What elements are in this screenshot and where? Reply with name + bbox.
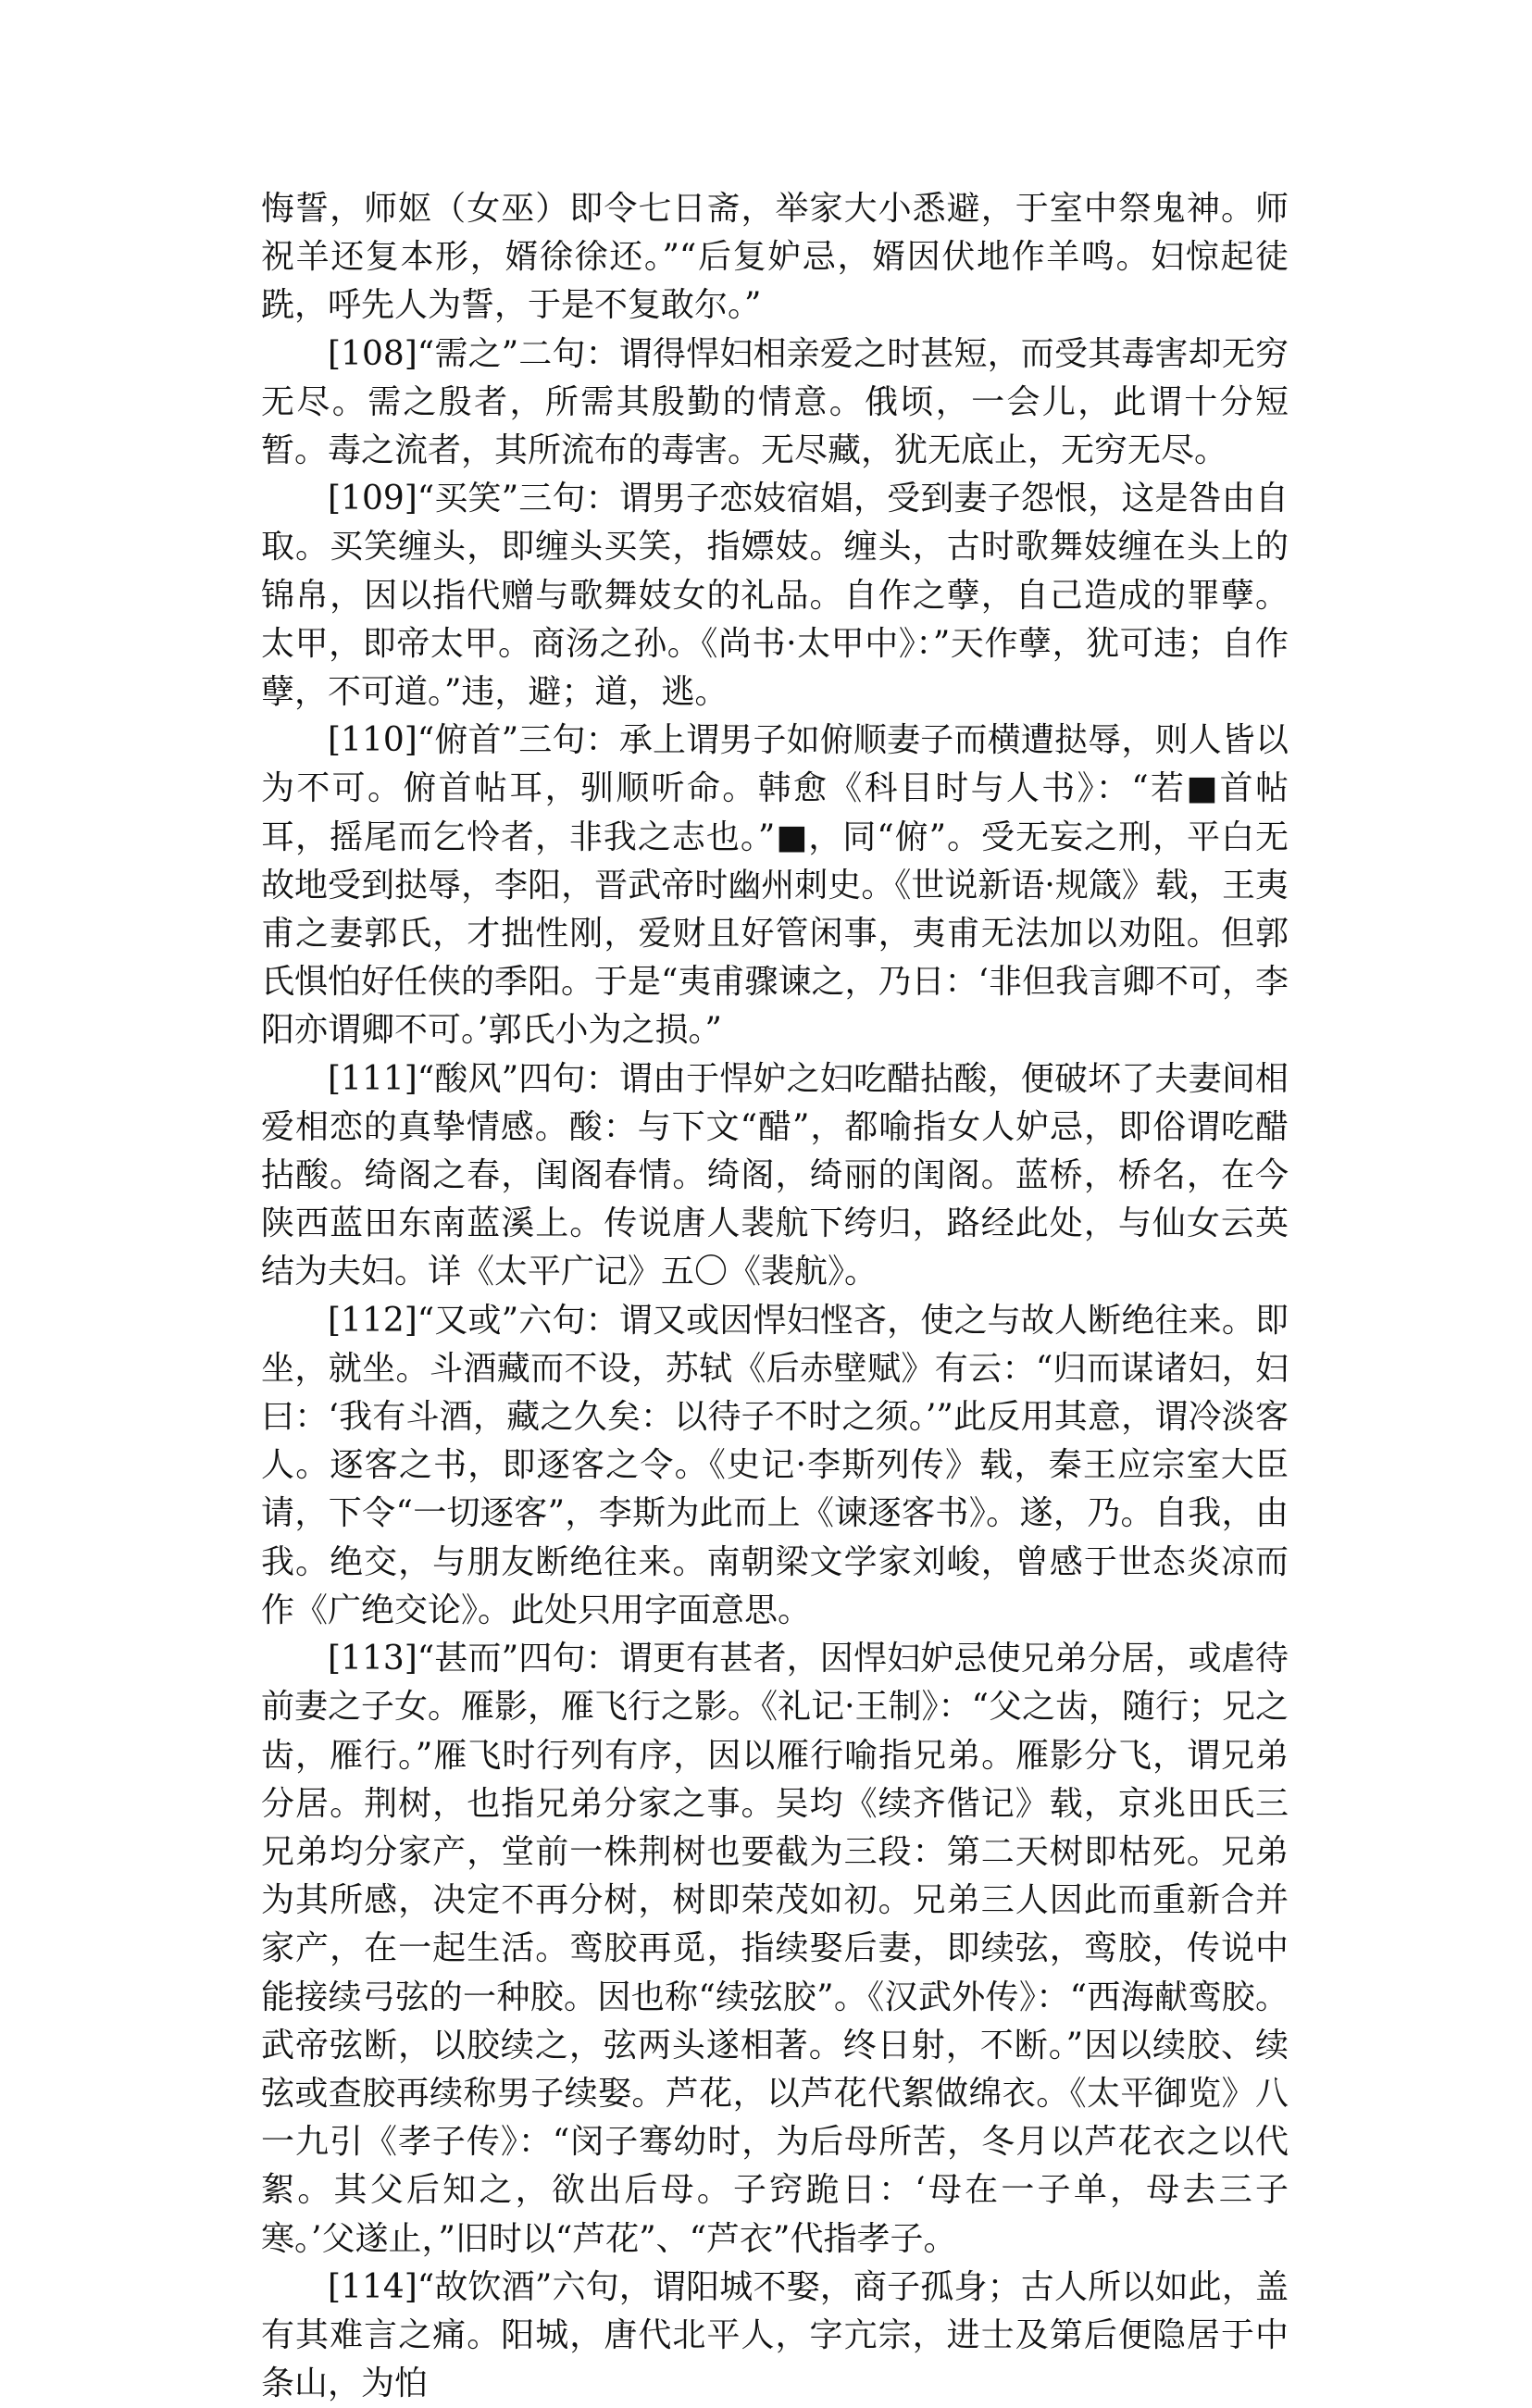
note-109: [109]“买笑”三句：谓男子恋妓宿娼，受到妻子怨恨，这是咎由自取。买笑缠头，即缠头买笑，指嫖妓。缠头，古时歌舞妓缠在头上的锦帛，因以指代赠与歌舞妓女的礼品。自作之孽，自己造成的罪孽。太甲，即帝太甲。商汤之孙。《尚书·太甲中》：”天作孽，犹可违；自作孽，不可道。”违，避；道，逃。 [261,480,1289,712]
note-110: [110]“俯首”三句：承上谓男子如俯顺妻子而横遭挞辱，则人皆以为不可。俯首帖耳，驯顺听命。韩愈《科目时与人书》：“若■首帖耳，摇尾而乞怜者，非我之志也。”■，同“俯”。受无妄之刑，平白无故地受到挞辱，李阳，晋武帝时幽州刺史。《世说新语·规箴》载，王夷甫之妻郭氏，才拙性刚，爱财且好管闲事，夷甫无法加以劝阻。但郭氏惧怕好任侠的季阳。于是“夷甫骤谏之，乃日：‘非但我言卿不可，李阳亦谓卿不可。’郭氏小为之损。” [261,721,1289,1050]
note-113: [113]“甚而”四句：谓更有甚者，因悍妇妒忌使兄弟分居，或虐待前妻之子女。雁影，雁飞行之影。《礼记·王制》：“父之齿，随行；兄之齿，雁行。”雁飞时行列有序，因以雁行喻指兄弟。雁影分飞，谓兄弟分居。荆树，也指兄弟分家之事。吴均《续齐偕记》载，京兆田氏三兄弟均分家产，堂前一株荆树也要截为三段：第二天树即枯死。兄弟为其所感，决定不再分树，树即荣茂如初。兄弟三人因此而重新合并家产，在一起生活。鸾胶再觅，指续娶后妻，即续弦，鸾胶，传说中能接续弓弦的一种胶。因也称“续弦胶”。《汉武外传》：“西海献鸾胶。武帝弦断，以胶续之，弦两头遂相著。终日射，不断。”因以续胶、续弦或查胶再续称男子续娶。芦花，以芦花代絮做绵衣。《太平御览》八一九引《孝子传》：“闵子骞幼时，为后母所苦，冬月以芦花衣之以代絮。其父后知之，欲出后母。子窍跪日：‘母在一子单，母去三子寒。’父遂止，”旧时以“芦花”、“芦衣”代指孝子。 [261,1640,1289,2258]
note-112: [112]“又或”六句：谓又或因悍妇悭吝，使之与故人断绝往来。即坐，就坐。斗酒藏而不设，苏轼《后赤壁赋》有云：“归而谋诸妇，妇曰：‘我有斗酒，藏之久矣：以待子不时之须。’”此反用其意，谓冷淡客人。逐客之书，即逐客之令。《史记·李斯列传》载，秦王应宗室大臣请，下令“一切逐客”，李斯为此而上《谏逐客书》。遂，乃。自我，由我。绝交，与朋友断绝往来。南朝梁文学家刘峻，曾感于世态炎凉而作《广绝交论》。此处只用字面意思。 [261,1301,1289,1629]
note-108: [108]“需之”二句：谓得悍妇相亲爱之时甚短，而受其毒害却无穷无尽。需之殷者，所需其殷勤的情意。俄顷，一会儿，此谓十分短暂。毒之流者，其所流布的毒害。无尽藏，犹无底止，无穷无尽。 [261,334,1289,470]
note-111: [111]“酸风”四句：谓由于悍妒之妇吃醋拈酸，便破坏了夫妻间相爱相恋的真挚情感。酸：与下文“醋”，都喻指女人妒忌，即俗谓吃醋拈酸。绮阁之春，闺阁春情。绮阁，绮丽的闺阁。蓝桥，桥名，在今陕西蓝田东南蓝溪上。传说唐人裴航下绔归，路经此处，与仙女云英结为夫妇。详《太平广记》五〇《裴航》。 [261,1059,1289,1291]
continued-note-paragraph: 悔誓，师妪（女巫）即令七日斋，举家大小悉避，于室中祭鬼神。师祝羊还复本形，婿徐徐还。”“后复妒忌，婿因伏地作羊鸣。妇惊起徒跣，呼先人为誓，于是不复敢尔。” [261,190,1289,325]
document-page [261,185,1289,2408]
note-114: [114]“故饮酒”六句，谓阳城不娶，商子孤身；古人所以如此，盖有其难言之痛。阳城，唐代北平人，字亢宗，进士及第后便隐居于中条山，为怕 [261,2267,1289,2403]
